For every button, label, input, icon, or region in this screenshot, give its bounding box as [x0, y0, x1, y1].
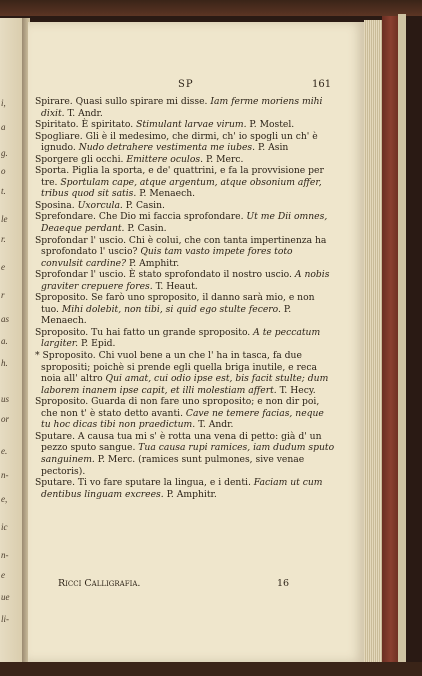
dictionary-entry	[35, 292, 335, 327]
left-page-fragment: t.	[1, 186, 6, 196]
entry-source: T. Andr.	[198, 419, 234, 431]
entry-source: P. Amphitr.	[128, 257, 180, 269]
dictionary-entry	[35, 396, 335, 431]
cover-edge	[398, 14, 406, 666]
entry-latin: Tua causa rupi ramices, iam dudum sputo sanguinem.	[41, 442, 335, 465]
entry-latin: Cave ne temere facias, neque tu hoc dicas tibi non praedictum.	[41, 407, 324, 431]
dictionary-entry	[35, 165, 335, 200]
dictionary-entry	[35, 211, 335, 234]
binding-top	[0, 0, 422, 16]
left-page-fragment: a.	[1, 336, 8, 346]
running-head-title: SP	[178, 79, 194, 90]
entry-source: P. Merc.	[205, 153, 244, 165]
entry-latin: A nobis graviter crepuere fores.	[41, 269, 330, 292]
dictionary-entry	[35, 131, 335, 154]
dictionary-entries	[35, 96, 335, 500]
entry-latin: Uxorcula.	[77, 199, 126, 211]
entry-source: T. Heaut.	[155, 280, 198, 292]
entry-italian: Sproposito. Tu hai fatto un grande sproposito.	[35, 326, 254, 338]
left-page-fragment: e	[1, 570, 5, 580]
entry-source: P. Epid.	[80, 338, 116, 350]
entry-italian: Sporta. Piglia la sporta, e de' quattrini, e fa la provvisione per tre.	[35, 165, 324, 188]
dictionary-entry	[35, 431, 335, 477]
left-page-fragment: le	[1, 214, 8, 224]
left-page-fragment: n-	[1, 550, 9, 560]
entry-latin: Quis tam vasto impete fores toto convulsit cardine?	[41, 246, 293, 269]
left-page-fragment: i,	[1, 98, 6, 108]
left-page-fragment: e.	[1, 446, 8, 456]
entry-latin: Nudo detrahere vestimenta me iubes.	[78, 142, 258, 154]
left-page-edge	[0, 18, 24, 664]
binding-bottom	[0, 662, 422, 676]
entry-source: P. Casin.	[127, 223, 167, 235]
entry-source: P. Casin.	[125, 199, 165, 211]
left-page-fragment: r	[1, 290, 5, 300]
entry-latin: Emittere oculos.	[126, 153, 206, 165]
entry-latin: Sportulam cape, atque argentum, atque obsonium affer, tribus quod sit satis.	[41, 176, 322, 200]
page-number: 161	[312, 79, 332, 90]
left-page-fragment: n-	[1, 470, 9, 480]
left-page-fragment: as	[1, 314, 10, 324]
left-page-fragment: h.	[1, 358, 8, 368]
left-page-fragment: ue	[1, 592, 10, 602]
entry-italian: Sposina.	[35, 199, 78, 211]
entry-source: P. Merc. (ramices sunt pulmones, sive venae pectoris).	[41, 453, 305, 477]
entry-latin: Ut me Dii omnes, Deaeque perdant.	[41, 211, 328, 235]
dictionary-entry	[35, 327, 335, 350]
page-stack-edge	[364, 20, 382, 662]
entry-latin: Iam ferme moriens mihi dixit.	[41, 96, 323, 119]
entry-latin: Faciam ut cum dentibus linguam excrees.	[41, 477, 323, 500]
dictionary-entry	[35, 477, 335, 500]
entry-source: P. Menaech.	[139, 188, 196, 200]
entry-italian: Spogliare. Gli è il medesimo, che dirmi, ch' io spogli un ch' è ignudo.	[35, 130, 318, 154]
left-page-fragment: e,	[1, 494, 8, 504]
entry-latin: Mihi dolebit, non tibi, si quid ego stulte fecero.	[61, 303, 284, 315]
left-page-fragment: li-	[1, 614, 9, 624]
left-page-fragment: e	[1, 262, 5, 272]
left-page-fragment: or	[1, 414, 10, 424]
left-page-fragment: a	[1, 122, 6, 132]
entry-italian: Sputare. Ti vo fare sputare la lingua, e i denti.	[35, 477, 254, 489]
dictionary-entry	[35, 154, 335, 166]
entry-italian: Sproposito. Se farò uno sproposito, il danno sarà mio, e non tuo.	[35, 292, 315, 315]
entry-source: P. Amphitr.	[166, 488, 217, 500]
entry-source: T. Hecy.	[279, 384, 316, 396]
entry-italian: Sproposito. Guarda di non fare uno sproposito; e non dir poi, che non t' è stato detto avanti.	[35, 396, 320, 419]
entry-latin: A te peccatum largiter.	[41, 326, 321, 350]
entry-source: P. Menaech.	[41, 303, 292, 327]
entry-latin: Qui amat, cui odio ipse est, bis facit stulte; dum laborem inanem ipse capit, et illi molestiam affert.	[41, 373, 329, 396]
entry-italian: Sprefondare. Che Dio mi faccia sprofondare.	[35, 211, 247, 223]
entry-italian: Sporgere gli occhi.	[35, 153, 127, 165]
left-page-fragment: g.	[1, 148, 8, 158]
left-page-fragment: us	[1, 394, 10, 404]
dictionary-entry	[35, 119, 335, 131]
entry-italian: Spiritato. È spiritato.	[35, 119, 137, 131]
entry-source: P. Mostel.	[249, 119, 295, 131]
entry-italian: Sputare. A causa tua mi s' è rotta una vena di petto: già d' un pezzo sputo sangue.	[35, 430, 322, 454]
signature-line: Ricci Calligrafia.	[58, 578, 141, 589]
left-page-fragment: r.	[1, 234, 6, 244]
signature-mark: 16	[277, 578, 290, 589]
dictionary-entry	[35, 235, 335, 270]
left-page-fragment: o	[1, 166, 6, 176]
dictionary-entry	[35, 96, 335, 119]
entry-italian: * Sproposito. Chi vuol bene a un che l' ha in tasca, fa due spropositi; poichè si prende egli quella briga inutile, e reca noia all' altro	[35, 350, 317, 385]
dictionary-entry	[35, 350, 335, 396]
entry-italian: Spirare. Quasi sullo spirare mi disse.	[35, 96, 211, 107]
entry-italian: Sprofondar l' uscio. È stato sprofondato il nostro uscio.	[35, 269, 295, 281]
dictionary-entry	[35, 200, 335, 212]
entry-source: P. Asin	[257, 142, 289, 154]
dictionary-entry	[35, 269, 335, 292]
entry-latin: Stimulant larvae virum.	[136, 119, 250, 131]
entry-source: T. Andr.	[67, 107, 103, 119]
entry-italian: Sprofondar l' uscio. Chi è colui, che con tanta impertinenza ha sprofondato l' uscio?	[35, 234, 327, 258]
left-page-fragment: ic	[1, 522, 8, 532]
book-page	[28, 22, 364, 662]
